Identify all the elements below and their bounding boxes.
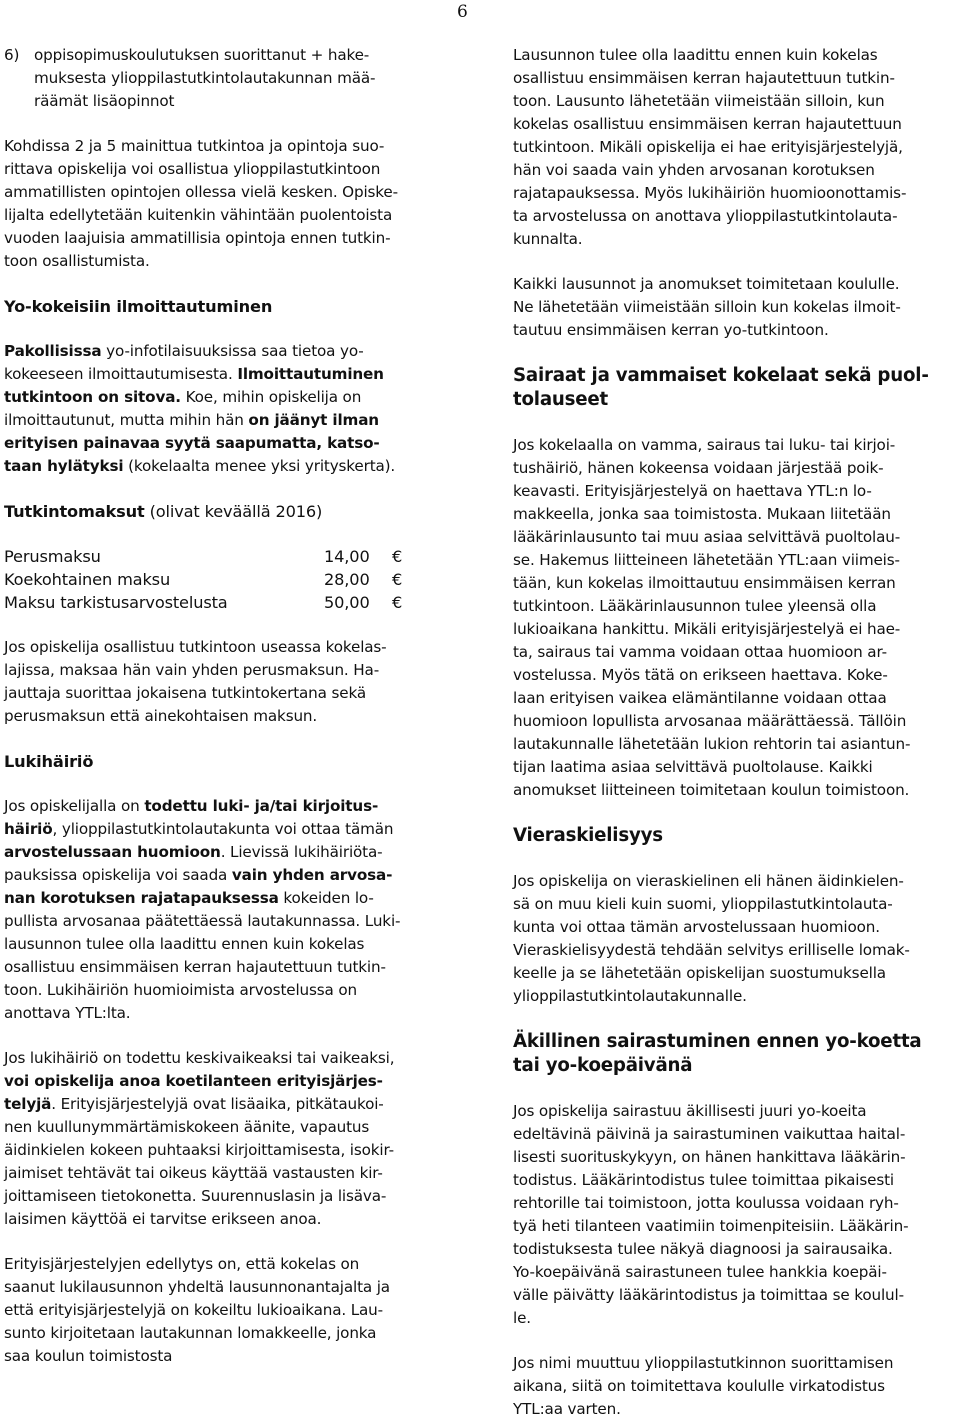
text-line: sä on muu kieli kuin suomi, ylioppilastutkintolauta- [513, 895, 893, 913]
fee-table [4, 545, 444, 614]
text-line: todistus. Lääkärintodistus tulee toimittaa pikaisesti [513, 1171, 894, 1189]
text: ilmoittautunut, mutta mihin hän [4, 411, 249, 429]
list-number: 6) [4, 46, 20, 64]
text: . Lievissä lukihäiriöta- [220, 843, 383, 861]
bold-text: arvostelussaan huomioon [4, 843, 221, 861]
text: . Erityisjärjestelyjä ovat lisäaika, pitkätaukoi- [51, 1095, 384, 1113]
heading-line: tai yo-koepäivänä [513, 1055, 693, 1076]
text-line: Kaikki lausunnot ja anomukset toimitetaan koululle. [513, 275, 900, 293]
text-line: osallistuu ensimmäisen kerran hajautettuun tutkin- [4, 958, 386, 976]
text-line: tään, kun kokelas ilmoittautuu ensimmäisen kerran [513, 574, 896, 592]
text: Jos opiskelijalla on [4, 797, 145, 815]
text-line: Ne lähetetään viimeistään silloin kun kokelas ilmoit- [513, 298, 901, 316]
text-line: perusmaksun että ainekohtaisen maksun. [4, 707, 318, 725]
text-line: nen kuullunymmärtämiskokeen äänite, vapautus [4, 1118, 370, 1136]
text-line: vuoden laajuisia ammatillisia opintoja ennen tutkin- [4, 229, 391, 247]
bold-text: häiriö [4, 820, 53, 838]
text-line: lautakunnalle lähetetään lukion rehtorin tai asiantun- [513, 735, 911, 753]
fee-row [4, 568, 444, 591]
text-line: lijalta edellytetään kuitenkin vähintään puolentoista [4, 206, 393, 224]
text-line: tijan laatima asiaa selvittävä puoltolause. Kaikki [513, 758, 873, 776]
text-line: ylioppilastutkintolautakunnalle. [513, 987, 747, 1005]
text-line: ta, sairaus tai vamma voidaan ottaa huomioon ar- [513, 643, 887, 661]
text-line: sunto kirjoitetaan lautakunnan lomakkeelle, jonka [4, 1324, 377, 1342]
heading-line: Äkillinen sairastuminen ennen yo-koetta [513, 1031, 922, 1052]
text-line: edeltävinä päivinä ja sairastuminen vaikuttaa haital- [513, 1125, 906, 1143]
registration-heading: Yo-kokeisiin ilmoittautuminen [4, 297, 273, 316]
fee-row [4, 591, 444, 614]
heading-line: Sairaat ja vammaiset kokelaat sekä puol- [513, 365, 929, 386]
dyslexia-paragraph-2 [4, 1047, 444, 1231]
text-line: lukioaikana hankittu. Mikäli erityisjärjestelyä ei hae- [513, 620, 901, 638]
text-line: toon. Lausunto lähetetään viimeistään silloin, kun [513, 92, 885, 110]
fee-name: Koekohtainen maksu [4, 570, 171, 589]
text-line: YTL:aa varten. [513, 1400, 621, 1418]
text-line: todistuksesta tulee näkyä diagnoosi ja sairausaika. [513, 1240, 893, 1258]
statement-paragraph [513, 44, 949, 251]
text-line: joittamiseen tietokonetta. Suurennuslasin ja lisäva- [4, 1187, 387, 1205]
bold-text: vain yhden arvosa- [231, 866, 393, 884]
text-line: äidinkielen kokeen puhtaaksi kirjoittamisesta, isokir- [4, 1141, 394, 1159]
text-line: tushäiriö, hänen kokeensa voidaan järjestää poik- [513, 459, 884, 477]
bold-text: nan korotuksen rajatapauksessa [4, 889, 279, 907]
text-line: Erityisjärjestelyjen edellytys on, että kokelas on [4, 1255, 360, 1273]
dyslexia-heading: Lukihäiriö [4, 752, 94, 771]
text-line: muksesta ylioppilastutkintolautakunnan mää- [34, 69, 376, 87]
foreign-language-heading: Vieraskielisyys [513, 825, 663, 846]
text-line: toon. Lukihäiriön huomioimista arvostelussa on [4, 981, 357, 999]
text-line: Yo-koepäivänä sairastuneen tulee hankkia koepäi- [513, 1263, 887, 1281]
bold-text: taan hylätyksi [4, 457, 124, 475]
text-line: Jos lukihäiriö on todettu keskivaikeaksi tai vaikeaksi, [4, 1049, 395, 1067]
text: yo-infotilaisuuksissa saa tietoa yo- [101, 342, 364, 360]
text-line: le. [513, 1309, 531, 1327]
text-line: lisesti suorituskykyyn, on hänen hankittava lääkärin- [513, 1148, 906, 1166]
text-line: Jos opiskelija osallistuu tutkintoon useassa kokelas- [4, 638, 387, 656]
euro-icon: € [392, 593, 403, 612]
text-line: makkeella, jonka saa toimistosta. Mukaan liitetään [513, 505, 891, 523]
text-line: rajatapauksessa. Myös lukihäiriön huomioonottamis- [513, 184, 907, 202]
text-line: keelle ja se lähetetään opiskelijan suostumuksella [513, 964, 886, 982]
text-line: lausunnon tulee olla laadittu ennen kuin kokelas [4, 935, 365, 953]
text-line: kunta voi ottaa tämän arvostelussaan huomioon. [513, 918, 880, 936]
bold-text: Tutkintomaksut [4, 502, 145, 521]
dyslexia-paragraph-3 [4, 1253, 444, 1368]
fee-amount: 28,00 [324, 570, 370, 589]
registration-paragraph [4, 340, 444, 478]
text-line: laan erityisen vaikea elämäntilanne voidaan ottaa [513, 689, 887, 707]
text-line: anomukset liitteineen toimitetaan koulun toimistoon. [513, 781, 910, 799]
text-line: että erityisjärjestelyjä on kokeiltu lukioaikana. Lau- [4, 1301, 383, 1319]
text: Koe, mihin opiskelija on [180, 388, 362, 406]
text-line: rehtorille tai toimistoon, jotta koulussa voidaan ryh- [513, 1194, 899, 1212]
text-line: lajissa, maksaa hän vain yhden perusmaksun. Ha- [4, 661, 380, 679]
text: (kokelaalta menee yksi yrityskerta). [123, 457, 396, 475]
bold-text: telyjä [4, 1095, 52, 1113]
right-column [513, 44, 949, 1421]
fee-name: Maksu tarkistusarvostelusta [4, 593, 228, 612]
text-line: Jos kokelaalla on vamma, sairaus tai luku- tai kirjoi- [513, 436, 896, 454]
text-line: Jos nimi muuttuu ylioppilastutkinnon suorittamisen [513, 1354, 894, 1372]
text-line: jaimiset tehtävät tai oikeus käyttää vastausten kir- [4, 1164, 383, 1182]
text-line: ammatillisten opintojen ollessa vielä kesken. Opiske- [4, 183, 398, 201]
text-line: se. Hakemus liitteineen lähetetään YTL:aan viimeis- [513, 551, 900, 569]
fee-name: Perusmaksu [4, 547, 101, 566]
dyslexia-paragraph-1 [4, 795, 444, 1025]
page-number: 6 [457, 2, 468, 22]
text: kokeiden lo- [278, 889, 374, 907]
bold-text: Ilmoittautuminen [237, 365, 384, 383]
sick-disabled-paragraph [513, 434, 949, 802]
text: (olivat keväällä 2016) [144, 502, 323, 521]
submission-paragraph [513, 273, 949, 342]
text-line: tutkintoon. Mikäli opiskelija ei hae erityisjärjestelyjä, [513, 138, 903, 156]
text-line: pullista arvosanaa päätettäessä lautakunnassa. Luki- [4, 912, 401, 930]
text-line: lääkärinlausunto tai muu asiaa selvittävä puoltolau- [513, 528, 901, 546]
intro-paragraph [4, 135, 444, 273]
fees-note [4, 636, 444, 728]
text-line: välle päivätty lääkärintodistus ja toimittaa se koulul- [513, 1286, 904, 1304]
bold-text: voi opiskelija anoa koetilanteen erityisjärjes- [4, 1072, 383, 1090]
text-line: Lausunnon tulee olla laadittu ennen kuin kokelas [513, 46, 878, 64]
text-line: ta arvostelussa on anottava ylioppilastutkintolauta- [513, 207, 898, 225]
text-line: saa koulun toimistosta [4, 1347, 173, 1365]
list-item-6 [4, 44, 444, 113]
text-line: tautuu ensimmäisen kerran yo-tutkintoon. [513, 321, 829, 339]
bold-text: erityisen painavaa syytä saapumatta, katso- [4, 434, 380, 452]
text-line: tutkintoon. Lääkärinlausunnon tulee yleensä olla [513, 597, 877, 615]
bold-text: Pakollisissa [4, 342, 102, 360]
text-line: keavasti. Erityisjärjestelyä on haettava YTL:n lo- [513, 482, 872, 500]
text-line: toon osallistumista. [4, 252, 150, 270]
text-line: rittava opiskelija voi osallistua ylioppilastutkintoon [4, 160, 381, 178]
text-line: laisimen käyttöä ei tarvitse erikseen anoa. [4, 1210, 322, 1228]
text-line: hän voi saada vain yhden arvosanan korotuksen [513, 161, 875, 179]
sick-disabled-heading [513, 364, 949, 412]
text-line: huomioon lopullista arvosanaa määrättäessä. Tällöin [513, 712, 907, 730]
text-line: saanut lukilausunnon yhdeltä lausunnonantajalta ja [4, 1278, 390, 1296]
fee-amount: 50,00 [324, 593, 370, 612]
text-line: kokelas osallistuu ensimmäisen kerran hajautettuun [513, 115, 902, 133]
sudden-illness-paragraph [513, 1100, 949, 1330]
fee-row [4, 545, 444, 568]
bold-text: todettu luki- ja/tai kirjoitus- [144, 797, 379, 815]
fee-amount: 14,00 [324, 547, 370, 566]
text: pauksissa opiskelija voi saada [4, 866, 232, 884]
text-line: tyä heti tilanteen vaatimiin toimenpiteisiin. Lääkärin- [513, 1217, 909, 1235]
text-line: Kohdissa 2 ja 5 mainittua tutkintoa ja opintoja suo- [4, 137, 385, 155]
text-line: anottava YTL:lta. [4, 1004, 131, 1022]
text-line: osallistuu ensimmäisen kerran hajautettuun tutkin- [513, 69, 895, 87]
foreign-language-paragraph [513, 870, 949, 1008]
left-column [4, 44, 444, 1368]
euro-icon: € [392, 570, 403, 589]
text-line: kunnalta. [513, 230, 583, 248]
text-line: oppisopimuskoulutuksen suorittanut + hake- [34, 46, 370, 64]
name-change-paragraph [513, 1352, 949, 1421]
text-line: räämät lisäopinnot [34, 92, 175, 110]
euro-icon: € [392, 547, 403, 566]
text-line: Jos opiskelija sairastuu äkillisesti juuri yo-koeita [513, 1102, 867, 1120]
fees-heading [4, 500, 444, 523]
heading-line: tolauseet [513, 389, 609, 410]
text-line: Jos opiskelija on vieraskielinen eli hänen äidinkielen- [513, 872, 904, 890]
text-line: Vieraskielisyydestä tehdään selvitys erilliselle lomak- [513, 941, 910, 959]
text: kokeeseen ilmoittautumisesta. [4, 365, 238, 383]
sudden-illness-heading [513, 1030, 949, 1078]
bold-text: on jäänyt ilman [248, 411, 379, 429]
bold-text: tutkintoon on sitova. [4, 388, 181, 406]
text-line: vostelussa. Myös tätä on erikseen haettava. Koke- [513, 666, 888, 684]
text-line: aikana, siitä on toimitettava koululle virkatodistus [513, 1377, 885, 1395]
text-line: jauttaja suorittaa jokaisena tutkintokertana sekä [4, 684, 366, 702]
text: , ylioppilastutkintolautakunta voi ottaa tämän [52, 820, 394, 838]
